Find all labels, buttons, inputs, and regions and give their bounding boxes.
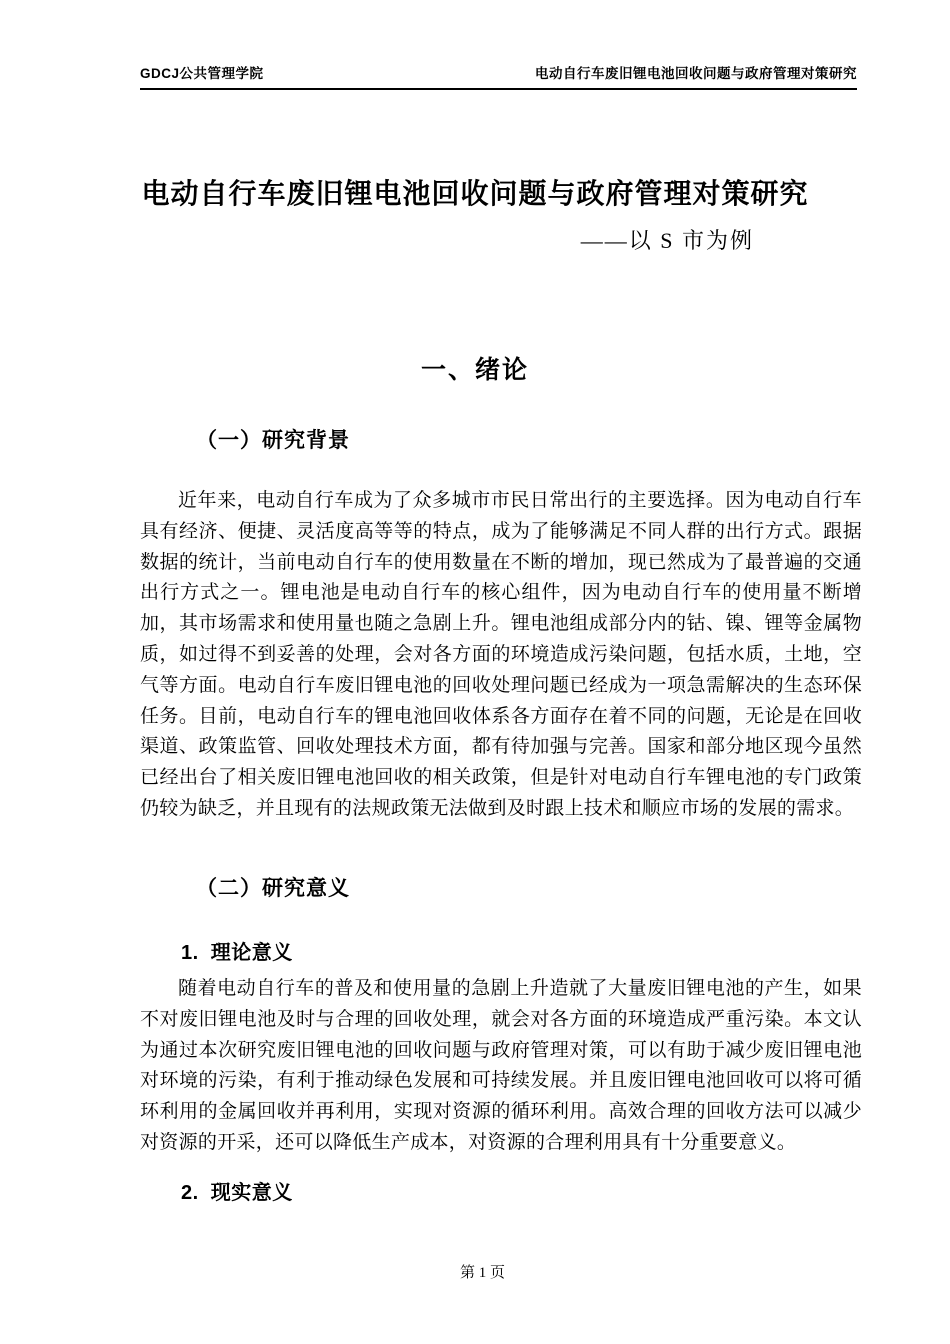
paragraph-theoretical-significance: 随着电动自行车的普及和使用量的急剧上升造就了大量废旧锂电池的产生，如果不对废旧锂电池及时与合理的回收处理，就会对各方面的环境造成严重污染。本文认为通过本次研究废旧锂电池的回收问题与政府管理对策，可以有助于减少废旧锂电池对环境的污染，有利于推动绿色发展和可持续发展。并且废旧锂电池回收可以将可循环利用的金属回收并再利用，实现对资源的循环利用。高效合理的回收方法可以减少对资源的开采，还可以降低生产成本，对资源的合理利用具有十分重要意义。 [140,978,862,1153]
document-title: 电动自行车废旧锂电池回收问题与政府管理对策研究 [141,178,809,209]
subsection-heading-practical-significance: 2. 现实意义 [181,1182,293,1204]
document-subtitle: ——以 S 市为例 [580,228,754,253]
section-heading-research-significance: （二）研究意义 [196,877,350,900]
subsection-heading-theoretical-significance: 1. 理论意义 [181,942,293,964]
page-number: 第 1 页 [459,1265,505,1281]
header-school-name: GDCJ公共管理学院 [140,66,264,81]
paragraph-research-background: 近年来，电动自行车成为了众多城市市民日常出行的主要选择。因为电动自行车具有经济、便捷、灵活度高等等的特点，成为了能够满足不同人群的出行方式。跟据数据的统计，当前电动自行车的使用数量在不断的增加，现已然成为了最普遍的交通出行方式之一。锂电池是电动自行车的核心组件，因为电动自行车的使用量不断增加，其市场需求和使用量也随之急剧上升。锂电池组成部分内的钴、镍、锂等金属物质，如过得不到妥善的处理，会对各方面的环境造成污染问题，包括水质，土地，空气等方面。电动自行车废旧锂电池的回收处理问题已经成为一项急需解决的生态环保任务。目前，电动自行车的锂电池回收体系各方面存在着不同的问题，无论是在回收渠道、政策监管、回收处理技术方面，都有待加强与完善。国家和部分地区现今虽然已经出台了相关废旧锂电池回收的相关政策，但是针对电动自行车锂电池的专门政策仍较为缺乏，并且现有的法规政策无法做到及时跟上技术和顺应市场的发展的需求。 [140,490,862,819]
page-footer [0,1244,950,1299]
chapter-heading-introduction: 一、绪论 [420,356,529,384]
header-doc-title: 电动自行车废旧锂电池回收问题与政府管理对策研究 [535,66,857,81]
page-header [140,62,857,90]
section-heading-research-background: （一）研究背景 [196,429,350,452]
